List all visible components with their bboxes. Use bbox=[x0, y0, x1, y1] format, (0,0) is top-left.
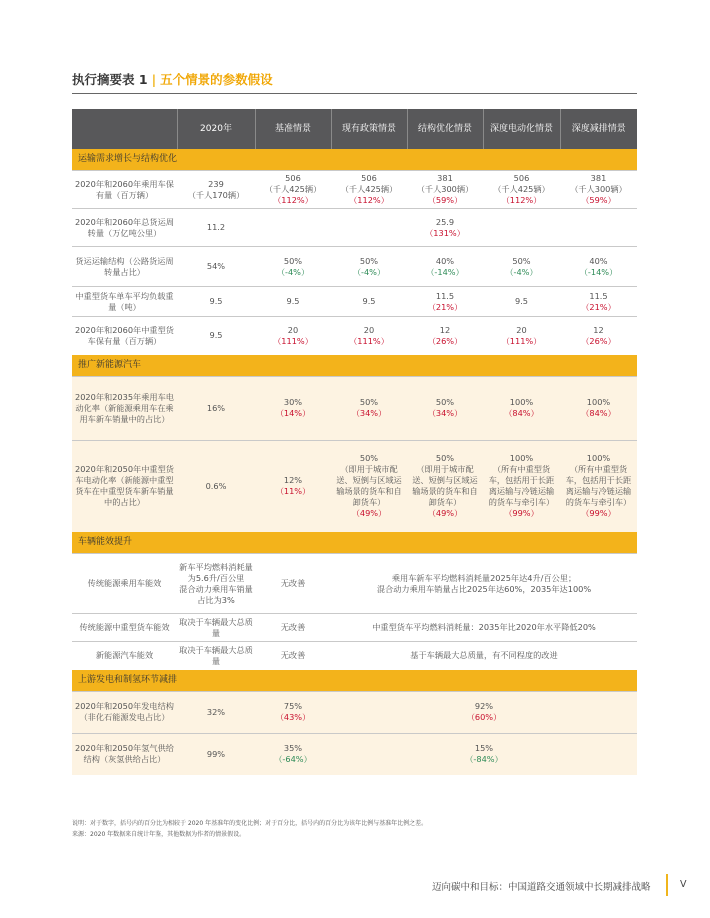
row-label: 货运运输结构（公路货运周转量占比） bbox=[72, 247, 177, 287]
cell-value: 506 （千人425辆） bbox=[264, 173, 322, 194]
cell-value: 12 bbox=[439, 324, 451, 335]
cell-2020: 32% bbox=[177, 691, 255, 733]
table-row bbox=[72, 554, 637, 614]
header-blank bbox=[72, 109, 177, 149]
title-rule bbox=[72, 93, 637, 94]
cell-electrification bbox=[483, 209, 560, 247]
cell-2020: 0.6% bbox=[177, 440, 255, 532]
cell-2020: 9.5 bbox=[177, 317, 255, 355]
cell-baseline bbox=[255, 691, 331, 733]
row-label: 中重型货车单车平均负载重量（吨） bbox=[72, 287, 177, 317]
table-row bbox=[72, 209, 637, 247]
row-label: 2020年和2050年中重型货车电动化率（新能源中重型货车在中重型货车新车销量中的占比） bbox=[72, 440, 177, 532]
cell-change: （34%） bbox=[351, 408, 387, 418]
cell-value: 100% bbox=[509, 397, 534, 407]
row-label: 传统能源乘用车能效 bbox=[72, 554, 177, 614]
cell-change: （112%） bbox=[349, 195, 389, 205]
cell-deep bbox=[560, 440, 637, 532]
cell-merged-scenarios: 乘用车新车平均燃料消耗量2025年达4升/百公里； 混合动力乘用车销量占比2025年达60%，2035年达100% bbox=[331, 554, 637, 614]
cell-electrification bbox=[483, 171, 560, 209]
row-label: 新能源汽车能效 bbox=[72, 642, 177, 670]
cell-structural bbox=[407, 440, 483, 532]
cell-change: （112%） bbox=[501, 195, 542, 205]
cell-merged-scenarios bbox=[331, 733, 637, 775]
section-label: 车辆能效提升 bbox=[72, 532, 637, 554]
cell-change: （111%） bbox=[273, 335, 313, 346]
row-label: 2020年和2050年发电结构（非化石能源发电占比） bbox=[72, 691, 177, 733]
cell-baseline bbox=[255, 247, 331, 287]
cell-change: （26%） bbox=[427, 335, 463, 346]
table-row bbox=[72, 247, 637, 287]
cell-change: （49%） bbox=[351, 508, 387, 519]
cell-deep bbox=[560, 317, 637, 355]
table-row bbox=[72, 317, 637, 355]
cell-2020: 239 （千人170辆） bbox=[177, 171, 255, 209]
cell-policy bbox=[331, 171, 407, 209]
row-label: 传统能源中重型货车能效 bbox=[72, 614, 177, 642]
table-row bbox=[72, 642, 637, 670]
cell-value: 506 （千人425辆） bbox=[340, 173, 398, 194]
cell-value: 381 （千人300辆） bbox=[416, 173, 474, 194]
cell-value: 100% （所有中重型货车，包括用于长距离运输与冷链运输的货车与牵引车） bbox=[565, 453, 632, 508]
cell-merged-scenarios bbox=[331, 691, 637, 733]
row-label: 2020年和2035年乘用车电动化率（新能源乘用车在乘用车新车销量中的占比） bbox=[72, 376, 177, 440]
cell-change: （-4%） bbox=[352, 266, 386, 277]
cell-value: 40% bbox=[435, 255, 455, 266]
table-title-prefix: 执行摘要表 1 bbox=[72, 72, 148, 87]
cell-change: （-64%） bbox=[274, 754, 312, 765]
cell-electrification bbox=[483, 317, 560, 355]
table-title bbox=[72, 70, 273, 88]
scenario-parameter-table bbox=[72, 109, 637, 775]
cell-value: 50% （即用于城市配送、短倒与区域运输场景的货车和自卸货车） bbox=[412, 453, 478, 508]
cell-electrification bbox=[483, 376, 560, 440]
cell-value: 30% bbox=[283, 397, 303, 407]
header-current-policy: 现有政策情景 bbox=[331, 109, 407, 149]
note-explanation: 说明：对于数字，括号内的百分比为相较于 2020 年基准年的变化比例；对于百分比，括号内的百分比为该年比例与基准年比例之差。 bbox=[72, 820, 428, 827]
cell-baseline bbox=[255, 440, 331, 532]
cell-2020: 54% bbox=[177, 247, 255, 287]
cell-value: 40% bbox=[589, 255, 608, 266]
header-deep-decarbonization: 深度减排情景 bbox=[560, 109, 637, 149]
cell-electrification bbox=[483, 440, 560, 532]
cell-change: （43%） bbox=[275, 712, 311, 722]
cell-policy bbox=[331, 317, 407, 355]
cell-value: 92% bbox=[474, 701, 494, 711]
cell-change: （131%） bbox=[425, 227, 465, 238]
cell-value: 50% bbox=[512, 255, 531, 266]
section-row bbox=[72, 670, 637, 692]
table-title-main: 五个情景的参数假设 bbox=[160, 72, 273, 87]
cell-change: （14%） bbox=[275, 408, 311, 418]
cell-policy: 9.5 bbox=[331, 287, 407, 317]
section-row bbox=[72, 355, 637, 377]
cell-2020: 11.2 bbox=[177, 209, 255, 247]
section-label: 上游发电和制氢环节减排 bbox=[72, 670, 637, 692]
table-row bbox=[72, 171, 637, 209]
cell-deep bbox=[560, 171, 637, 209]
cell-change: （84%） bbox=[504, 408, 539, 418]
cell-deep bbox=[560, 247, 637, 287]
table-row bbox=[72, 733, 637, 775]
page-number: V bbox=[680, 879, 687, 890]
footer-title: 迈向碳中和目标：中国道路交通领域中长期减排战略 bbox=[432, 882, 651, 893]
row-label: 2020年和2060年中重型货车保有量（百万辆） bbox=[72, 317, 177, 355]
cell-value: 20 bbox=[287, 324, 299, 335]
cell-change: （111%） bbox=[349, 335, 389, 346]
note-source: 来源：2020 年数据来自统计年鉴，其他数据为作者的情景假设。 bbox=[72, 831, 246, 838]
cell-baseline: 9.5 bbox=[255, 287, 331, 317]
cell-change: （99%） bbox=[581, 508, 616, 519]
cell-deep bbox=[560, 287, 637, 317]
cell-change: （-14%） bbox=[579, 266, 618, 277]
header-structural: 结构优化情景 bbox=[407, 109, 483, 149]
cell-2020: 取决于车辆最大总质量 bbox=[177, 614, 255, 642]
table-row bbox=[72, 691, 637, 733]
title-separator: | bbox=[151, 72, 157, 87]
table-notes bbox=[72, 818, 637, 840]
cell-structural bbox=[407, 317, 483, 355]
cell-value: 12% bbox=[283, 475, 303, 486]
cell-value: 11.5 bbox=[435, 290, 455, 301]
footer-divider bbox=[666, 874, 668, 896]
cell-value: 12 bbox=[593, 324, 604, 335]
cell-baseline bbox=[255, 733, 331, 775]
section-row bbox=[72, 149, 637, 171]
header-2020: 2020年 bbox=[177, 109, 255, 149]
table-row bbox=[72, 376, 637, 440]
table-row bbox=[72, 287, 637, 317]
cell-change: （99%） bbox=[504, 508, 539, 519]
section-row bbox=[72, 532, 637, 554]
cell-value: 25.9 bbox=[435, 216, 455, 227]
cell-value: 381 （千人300辆） bbox=[570, 173, 627, 194]
cell-2020: 99% bbox=[177, 733, 255, 775]
cell-structural bbox=[407, 287, 483, 317]
cell-2020: 新车平均燃料消耗量为5.6升/百公里 混合动力乘用车销量占比为3% bbox=[177, 554, 255, 614]
section-label: 运输需求增长与结构优化 bbox=[72, 149, 637, 171]
cell-change: （60%） bbox=[466, 712, 502, 722]
cell-value: 20 bbox=[516, 324, 527, 335]
cell-change: （59%） bbox=[427, 195, 463, 205]
cell-policy bbox=[331, 376, 407, 440]
cell-policy bbox=[331, 209, 407, 247]
cell-2020: 9.5 bbox=[177, 287, 255, 317]
cell-2020: 16% bbox=[177, 376, 255, 440]
cell-value: 50% （即用于城市配送、短倒与区域运输场景的货车和自卸货车） bbox=[336, 453, 402, 508]
cell-change: （84%） bbox=[581, 408, 616, 418]
cell-value: 50% bbox=[435, 397, 455, 407]
section-label: 推广新能源汽车 bbox=[72, 355, 637, 377]
cell-structural bbox=[407, 209, 483, 247]
header-deep-electrification: 深度电动化情景 bbox=[483, 109, 560, 149]
cell-change: （112%） bbox=[273, 195, 313, 205]
cell-change: （111%） bbox=[501, 335, 542, 346]
cell-structural bbox=[407, 171, 483, 209]
cell-value: 15% bbox=[474, 743, 494, 754]
cell-change: （34%） bbox=[427, 408, 463, 418]
cell-change: （21%） bbox=[581, 301, 616, 312]
cell-baseline: 无改善 bbox=[255, 554, 331, 614]
cell-value: 100% bbox=[586, 397, 611, 407]
cell-value: 20 bbox=[363, 324, 375, 335]
cell-value: 35% bbox=[283, 743, 303, 754]
cell-value: 50% bbox=[283, 255, 303, 266]
cell-merged-scenarios: 基于车辆最大总质量，有不同程度的改进 bbox=[331, 642, 637, 670]
cell-change: （59%） bbox=[581, 195, 616, 205]
cell-value: 11.5 bbox=[589, 290, 608, 301]
table-row bbox=[72, 614, 637, 642]
table-header-row bbox=[72, 109, 637, 149]
row-label: 2020年和2060年乘用车保有量（百万辆） bbox=[72, 171, 177, 209]
table-row bbox=[72, 440, 637, 532]
cell-value: 100% （所有中重型货车，包括用于长距离运输与冷链运输的货车与牵引车） bbox=[488, 453, 555, 508]
cell-change: （11%） bbox=[275, 486, 311, 497]
cell-baseline: 无改善 bbox=[255, 642, 331, 670]
cell-value: 75% bbox=[283, 701, 303, 711]
row-label: 2020年和2060年总货运周转量（万亿吨公里） bbox=[72, 209, 177, 247]
cell-change: （-4%） bbox=[505, 266, 538, 277]
cell-change: （-14%） bbox=[426, 266, 464, 277]
cell-change: （-84%） bbox=[465, 754, 503, 765]
cell-value: 50% bbox=[359, 255, 379, 266]
cell-value: 50% bbox=[359, 397, 379, 407]
cell-change: （21%） bbox=[427, 301, 463, 312]
cell-policy bbox=[331, 247, 407, 287]
cell-value: 506 （千人425辆） bbox=[493, 173, 550, 194]
cell-structural bbox=[407, 247, 483, 287]
cell-policy bbox=[331, 440, 407, 532]
cell-deep bbox=[560, 376, 637, 440]
cell-change: （26%） bbox=[581, 335, 616, 346]
cell-change: （49%） bbox=[427, 508, 463, 519]
cell-structural bbox=[407, 376, 483, 440]
cell-2020: 取决于车辆最大总质量 bbox=[177, 642, 255, 670]
cell-baseline: 无改善 bbox=[255, 614, 331, 642]
cell-baseline bbox=[255, 209, 331, 247]
cell-electrification bbox=[483, 247, 560, 287]
cell-baseline bbox=[255, 376, 331, 440]
cell-baseline bbox=[255, 171, 331, 209]
cell-change: （-4%） bbox=[276, 266, 310, 277]
cell-merged-scenarios: 中重型货车平均燃料消耗量：2035年比2020年水平降低20% bbox=[331, 614, 637, 642]
header-baseline: 基准情景 bbox=[255, 109, 331, 149]
row-label: 2020年和2050年氢气供给结构（灰氢供给占比） bbox=[72, 733, 177, 775]
cell-baseline bbox=[255, 317, 331, 355]
cell-deep bbox=[560, 209, 637, 247]
cell-electrification: 9.5 bbox=[483, 287, 560, 317]
